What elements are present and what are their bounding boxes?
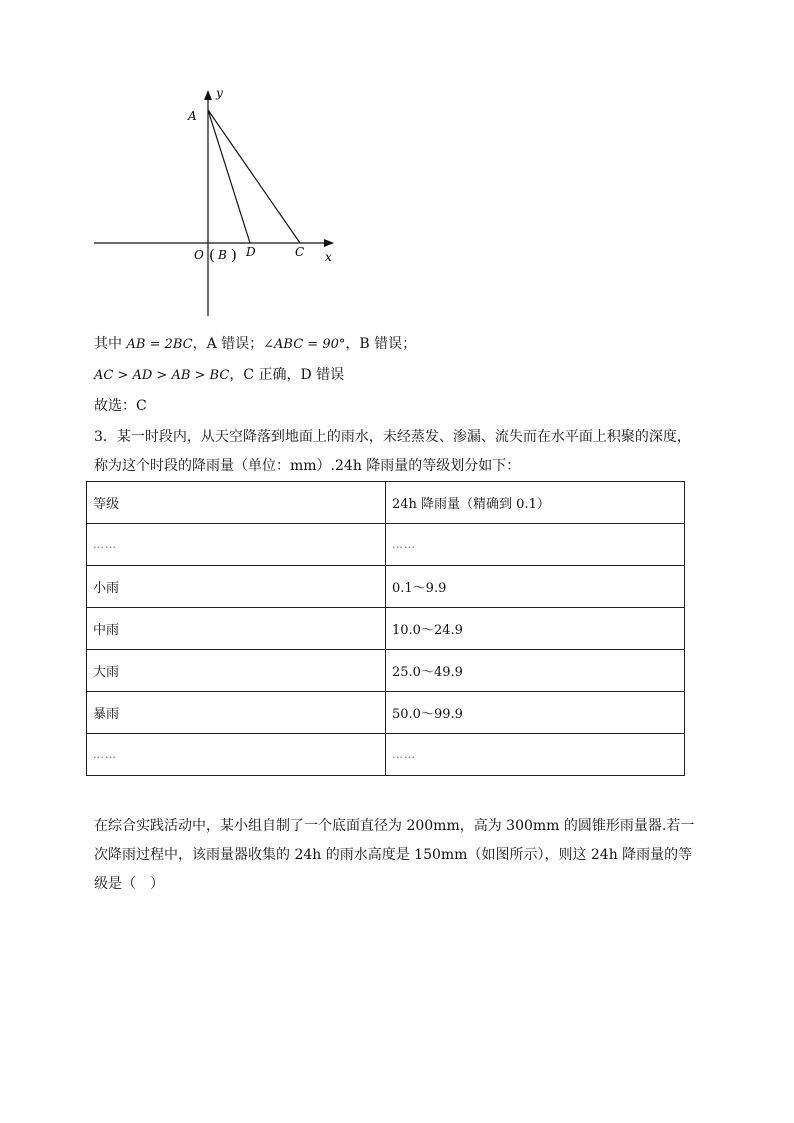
label-paren-close: ): [231, 246, 237, 264]
label-paren-open: (: [209, 246, 215, 264]
table-row: [87, 692, 685, 734]
answer-line: 故选：C: [94, 398, 147, 414]
rainfall-cell: 25.0～49.9: [386, 650, 685, 692]
label-c: C: [295, 245, 305, 259]
equation-angle-abc: ∠ABC = 90°: [263, 337, 346, 352]
segment-ac: [208, 110, 300, 243]
label-a: A: [188, 109, 197, 123]
grade-cell: 大雨: [87, 650, 386, 692]
question-intro: 3．某一时段内，从天空降落到地面上的雨水，未经蒸发、渗漏、流失而在水平面上积聚的深度，称为这个时段的降雨量（单位：mm）.24h 降雨量的等级划分如下：: [94, 429, 691, 474]
solution-note-b: ，B 错误；: [345, 336, 417, 352]
table-row: [87, 734, 685, 776]
geometry-diagram: [90, 84, 350, 320]
solution-prefix: 其中: [94, 336, 122, 352]
rainfall-cell: 10.0～24.9: [386, 608, 685, 650]
y-axis-arrow: [204, 90, 212, 100]
label-d: D: [246, 245, 256, 259]
rainfall-cell: ……: [386, 524, 685, 566]
inequality-chain: AC > AD > AB > BC: [94, 368, 230, 383]
rainfall-cell: 0.1～9.9: [386, 566, 685, 608]
rainfall-cell: 50.0～99.9: [386, 692, 685, 734]
question-body: 在综合实践活动中，某小组自制了一个底面直径为 200mm，高为 300mm 的圆锥形雨量器.若一次降雨过程中，该雨量器收集的 24h 的雨水高度是 150mm（如图所示），则这 24h 降雨量的等级是（ ）: [94, 818, 695, 892]
grade-cell: 暴雨: [87, 692, 386, 734]
solution-line-1: [94, 333, 416, 353]
grade-cell: ……: [87, 734, 386, 776]
x-axis-arrow: [324, 239, 334, 247]
label-o: O: [194, 248, 204, 262]
table-header-row: [87, 482, 685, 524]
solution-line-2: [94, 364, 344, 384]
segment-ad: [208, 110, 250, 243]
table-row: [87, 608, 685, 650]
coordinate-figure: [90, 84, 350, 320]
table-row: [87, 566, 685, 608]
table-row: [87, 650, 685, 692]
rainfall-grade-table: [86, 481, 685, 776]
label-y: y: [216, 86, 223, 100]
label-b: B: [218, 248, 227, 262]
header-grade: 等级: [87, 482, 386, 524]
grade-cell: 小雨: [87, 566, 386, 608]
table-body: [87, 482, 685, 776]
rainfall-cell: ……: [386, 734, 685, 776]
header-rainfall: 24h 降雨量（精确到 0.1）: [386, 482, 685, 524]
table-row: [87, 524, 685, 566]
grade-cell: 中雨: [87, 608, 386, 650]
solution-note-a: ，A 错误；: [192, 336, 264, 352]
solution-note-cd: ，C 正确，D 错误: [229, 367, 345, 383]
equation-ab-2bc: AB = 2BC: [126, 337, 193, 352]
label-x: x: [325, 250, 332, 264]
grade-cell: ……: [87, 524, 386, 566]
